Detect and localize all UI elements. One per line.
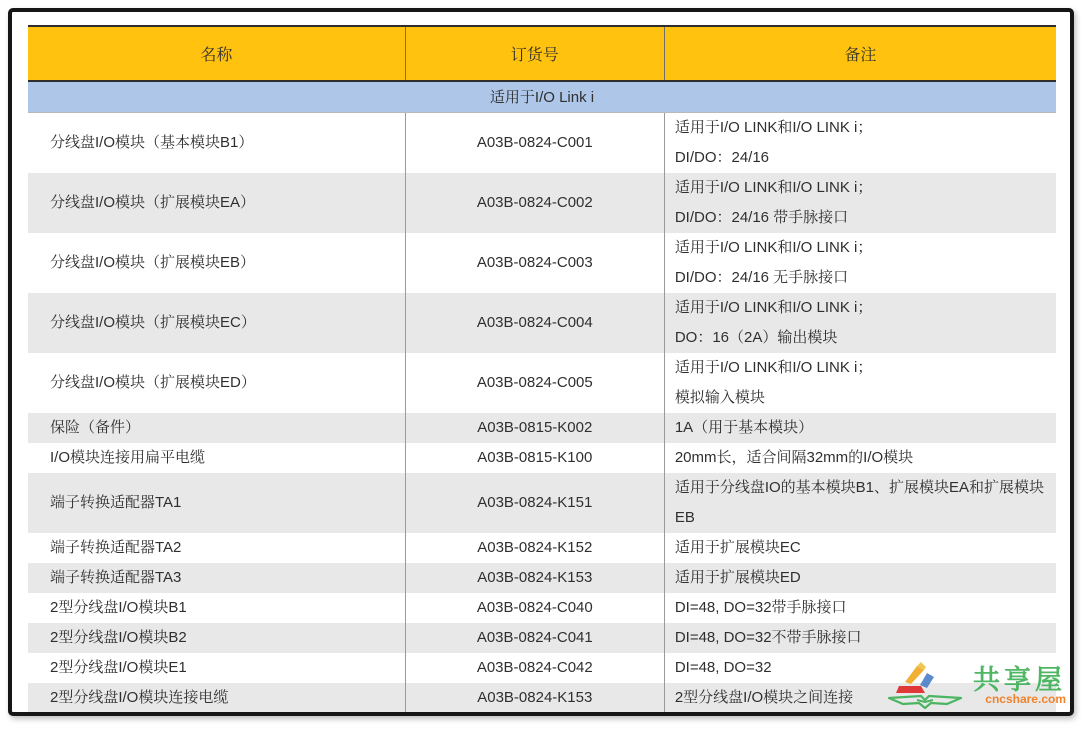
part-name-cell: 分线盘I/O模块（扩展模块ED） <box>50 373 256 391</box>
remark-line: 2型分线盘I/O模块之间连接 <box>674 688 854 706</box>
remark-line: DI/DO：24/16 无手脉接口 <box>674 268 849 286</box>
section-header-label: 适用于I/O Link i <box>28 81 1056 112</box>
part-name-cell: 2型分线盘I/O模块B1 <box>50 598 187 616</box>
remarks-cell <box>664 353 1056 413</box>
order-number-cell: A03B-0824-C001 <box>405 112 664 173</box>
remark-line: 适用于扩展模块EC <box>674 538 801 556</box>
remark-line: DI=48, DO=32带手脉接口 <box>674 598 847 616</box>
part-name-cell: 2型分线盘I/O模块E1 <box>50 658 187 676</box>
remark-line: 适用于分线盘IO的基本模块B1、扩展模块EA和扩展模块EB <box>674 478 1045 526</box>
remarks-cell <box>664 683 1056 714</box>
remark-line: 适用于I/O LINK和I/O LINK i； <box>674 178 873 196</box>
part-name-cell: 保险（备件） <box>28 413 405 443</box>
table-row <box>28 293 1056 353</box>
part-name-cell: 分线盘I/O模块（扩展模块EA） <box>28 173 405 233</box>
order-number-cell: A03B-0824-C041 <box>405 623 664 653</box>
remark-line: 20mm长，适合间隔32mm的I/O模块 <box>674 448 914 466</box>
table-row <box>28 683 1056 714</box>
remark-line: 适用于I/O LINK和I/O LINK i； <box>674 238 873 256</box>
remark-line: DO：16（2A）输出模块 <box>674 328 838 346</box>
remark-line: 1A（用于基本模块） <box>674 418 814 436</box>
table-row <box>28 653 1056 683</box>
remarks-cell <box>664 533 1056 563</box>
table-row <box>28 533 1056 563</box>
order-number-cell: A03B-0824-C004 <box>405 293 664 353</box>
remarks-cell <box>664 443 1056 473</box>
remarks-cell <box>664 653 1056 683</box>
part-name-cell: 分线盘I/O模块（扩展模块EC） <box>28 293 405 353</box>
part-name-cell: I/O模块连接用扁平电缆 <box>50 448 206 466</box>
section-header-row <box>28 81 1056 112</box>
table-row <box>28 443 1056 473</box>
order-number-cell: A03B-0824-C005 <box>405 353 664 413</box>
remarks-cell <box>664 112 1056 173</box>
order-number-cell: A03B-0824-C040 <box>405 593 664 623</box>
part-name-cell: 端子转换适配器TA1 <box>28 473 405 533</box>
order-number-cell: A03B-0824-C002 <box>405 173 664 233</box>
order-number-cell: A03B-0824-C042 <box>405 653 664 683</box>
watermark-site: cncshare.com <box>985 691 1066 706</box>
table-row <box>28 353 1056 413</box>
order-number-cell: A03B-0824-C003 <box>405 233 664 293</box>
part-name-cell: 分线盘I/O模块（基本模块B1） <box>50 133 254 151</box>
table-row <box>28 593 1056 623</box>
part-name-cell: 端子转换适配器TA3 <box>28 563 405 593</box>
order-number-cell: A03B-0824-K152 <box>405 533 664 563</box>
remarks-cell <box>664 623 1056 653</box>
part-name-cell: 2型分线盘I/O模块B2 <box>28 623 405 653</box>
table-row <box>28 473 1056 533</box>
remark-line: DI=48, DO=32 <box>674 658 772 676</box>
order-number-cell: A03B-0815-K002 <box>405 413 664 443</box>
table-row <box>28 173 1056 233</box>
screenshot-frame <box>8 8 1074 716</box>
remark-line: 适用于I/O LINK和I/O LINK i； <box>674 118 873 136</box>
remarks-cell <box>664 593 1056 623</box>
part-name-cell: 分线盘I/O模块（扩展模块EB） <box>50 253 256 271</box>
column-header-remarks: 备注 <box>664 26 1056 81</box>
table-row <box>28 563 1056 593</box>
part-name-cell: 端子转换适配器TA2 <box>50 538 182 556</box>
remark-line: 适用于I/O LINK和I/O LINK i； <box>674 298 873 316</box>
table-row <box>28 623 1056 653</box>
remark-line: DI/DO：24/16 带手脉接口 <box>674 208 849 226</box>
part-name-cell: 2型分线盘I/O模块连接电缆 <box>28 683 405 714</box>
watermark-brand: 共享屋 <box>973 664 1066 695</box>
parts-table-wrap <box>28 25 1056 715</box>
remark-line: 适用于I/O LINK和I/O LINK i； <box>674 358 873 376</box>
remark-line: 模拟输入模块 <box>674 388 765 406</box>
remarks-cell <box>664 563 1056 593</box>
table-row <box>28 413 1056 443</box>
remark-line: 适用于扩展模块ED <box>674 568 801 586</box>
remarks-cell <box>664 473 1056 533</box>
order-number-cell: A03B-0815-K100 <box>405 443 664 473</box>
remarks-cell <box>664 293 1056 353</box>
remarks-cell <box>664 413 1056 443</box>
remarks-cell <box>664 233 1056 293</box>
column-header-order-no: 订货号 <box>405 26 664 81</box>
remark-line: DI/DO：24/16 <box>674 148 770 166</box>
order-number-cell: A03B-0824-K153 <box>405 683 664 714</box>
order-number-cell: A03B-0824-K151 <box>405 473 664 533</box>
table-row <box>28 112 1056 173</box>
parts-table <box>28 25 1056 715</box>
remarks-cell <box>664 173 1056 233</box>
remark-line: DI=48, DO=32不带手脉接口 <box>674 628 862 646</box>
table-row <box>28 233 1056 293</box>
column-header-name: 名称 <box>28 26 405 81</box>
table-body <box>28 81 1056 714</box>
order-number-cell: A03B-0824-K153 <box>405 563 664 593</box>
header-row <box>28 26 1056 81</box>
